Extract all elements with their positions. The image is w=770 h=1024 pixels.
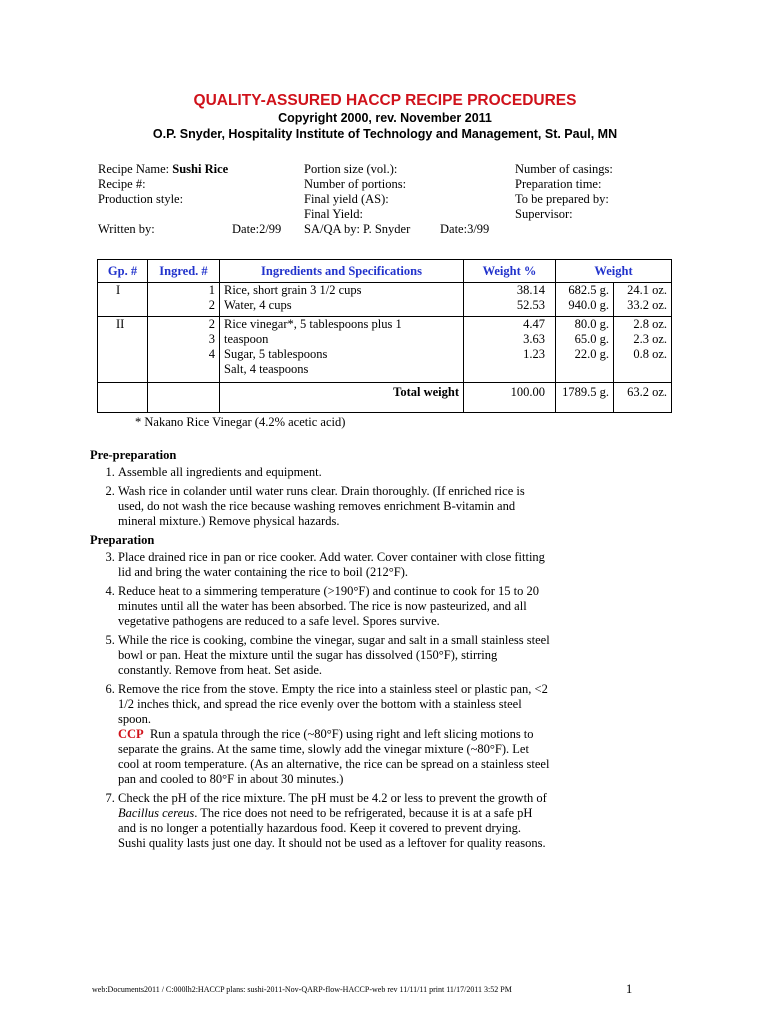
ingredient-spec: teaspoon — [224, 332, 269, 346]
ingredient-number: 2 — [208, 298, 215, 312]
weight-percents — [464, 317, 556, 383]
weight-gram: 22.0 g. — [574, 347, 609, 361]
recipe-number-label: Recipe #: — [98, 177, 146, 191]
ingredient-numbers — [148, 283, 220, 317]
pre-preparation-steps — [90, 465, 550, 529]
institute-line: O.P. Snyder, Hospitality Institute of Technology and Management, St. Paul, MN — [152, 127, 618, 141]
ingredient-specs — [220, 317, 464, 383]
total-grams: 1789.5 g. — [556, 383, 614, 413]
step-5: 5. While the rice is cooking, combine the vinegar, sugar and salt in a small stainless steel bowl or pan. Heat the mixture until the sugar has dissolved (150°F), stirring constantly. Remove from heat. Set aside. — [118, 633, 550, 678]
ccp-label: CCP — [118, 727, 144, 741]
prepared-by-label: To be prepared by: — [515, 192, 609, 206]
weight-percent: 52.53 — [516, 298, 545, 312]
step-2: 2. Wash rice in colander until water runs clear. Drain thoroughly. (If enriched rice is used, do not wash the rice because washing removes enrichment B-vitamin and mineral mixture.) Remove physical hazards. — [118, 484, 550, 529]
sa-qa-by: SA/QA by: P. Snyder — [304, 222, 411, 236]
final-yield-label: Final Yield: — [304, 207, 363, 221]
step-1: 1. Assemble all ingredients and equipment. — [118, 465, 550, 480]
ingredient-spec: Water, 4 cups — [224, 298, 292, 312]
meta-column-1 — [98, 162, 228, 237]
ingredient-spec: Salt, 4 teaspoons — [224, 362, 309, 376]
ingredients-table — [97, 259, 672, 413]
total-percent: 100.00 — [464, 383, 556, 413]
number-of-portions-label: Number of portions: — [304, 177, 407, 191]
step-7-organism: Bacillus cereus — [118, 806, 195, 820]
group-id: I — [98, 283, 148, 317]
weight-ounces — [614, 317, 672, 383]
page-number: 1 — [626, 982, 633, 996]
recipe-name-label: Recipe Name: — [98, 162, 170, 176]
pre-preparation-heading: Pre-preparation — [90, 448, 177, 462]
weight-gram: 682.5 g. — [568, 283, 609, 297]
weight-ounce: 2.3 oz. — [633, 332, 668, 346]
date-written: Date:2/99 — [232, 222, 282, 236]
step-4: 4. Reduce heat to a simmering temperature (>190°F) and continue to cook for 15 to 20 minutes until all the water has been absorbed. The rice is now pasteurized, and all vegetative pathogens are reduced to a safe level. Spores survive. — [118, 584, 550, 629]
table-total-row — [98, 383, 672, 413]
production-style-label: Production style: — [98, 192, 184, 206]
procedure-text — [90, 444, 550, 855]
step-3: 3. Place drained rice in pan or rice cooker. Add water. Cover container with close fitting lid and bring the water containing the rice to boil (212°F). — [118, 550, 550, 580]
ingredient-specs — [220, 283, 464, 317]
ingredient-spec: Rice vinegar*, 5 tablespoons plus 1 — [224, 317, 402, 331]
step-7-text-a: Check the pH of the rice mixture. The pH must be 4.2 or less to prevent the growth of — [118, 791, 547, 805]
weight-gram: 80.0 g. — [574, 317, 609, 331]
preparation-heading: Preparation — [90, 533, 155, 547]
weight-percent: 38.14 — [516, 283, 545, 297]
vinegar-footnote: * Nakano Rice Vinegar (4.2% acetic acid) — [135, 415, 346, 429]
group-id: II — [98, 317, 148, 383]
step-7 — [118, 791, 550, 851]
ccp-text: Run a spatula through the rice (~80°F) using right and left slicing motions to separate the grains. At the same time, slowly add the vinegar mixture (~80°F). Let cool at room temperature. (As an alternative, the rice can be spread on a stainless steel pan and cooled to 80°F in about 30 minutes.) — [118, 727, 550, 786]
weight-ounces — [614, 283, 672, 317]
header-group-number: Gp. # — [98, 260, 148, 283]
copyright-line: Copyright 2000, rev. November 2011 — [278, 111, 492, 125]
header-weight-percent: Weight % — [464, 260, 556, 283]
number-of-casings-label: Number of casings: — [515, 162, 613, 176]
document-title: QUALITY-ASSURED HACCP RECIPE PROCEDURES — [193, 92, 577, 109]
date-qa: Date:3/99 — [440, 222, 490, 236]
weight-percent: 1.23 — [523, 347, 545, 361]
ingredient-spec: Rice, short grain 3 1/2 cups — [224, 283, 362, 297]
ingredient-number: 1 — [208, 283, 215, 297]
header-weight: Weight — [556, 260, 672, 283]
preparation-time-label: Preparation time: — [515, 177, 602, 191]
table-row — [98, 317, 672, 383]
weight-ounce: 33.2 oz. — [627, 298, 668, 312]
step-6 — [118, 682, 550, 787]
footer-path: web:Documents2011 / C:000lh2:HACCP plans: sushi-2011-Nov-QARP-flow-HACCP-web rev 11/11/11 print 11/17/2011 3:52 PM — [92, 985, 512, 994]
meta-column-3 — [515, 162, 613, 222]
table-header-row — [98, 260, 672, 283]
total-weight-label: Total weight — [220, 383, 464, 413]
step-6-text: Remove the rice from the stove. Empty the rice into a stainless steel or plastic pan, <2 1/2 inches thick, and spread the rice evenly over the bottom with a stainless steel spoon. — [118, 682, 548, 726]
weight-gram: 65.0 g. — [574, 332, 609, 346]
final-yield-as-label: Final yield (AS): — [304, 192, 389, 206]
table-row — [98, 283, 672, 317]
weight-percent: 4.47 — [523, 317, 545, 331]
weight-ounce: 24.1 oz. — [627, 283, 668, 297]
ingredient-number: 4 — [208, 347, 215, 361]
weight-percents — [464, 283, 556, 317]
weight-percent: 3.63 — [523, 332, 545, 346]
recipe-name-value: Sushi Rice — [172, 162, 229, 176]
ingredient-numbers — [148, 317, 220, 383]
total-ounces: 63.2 oz. — [614, 383, 672, 413]
preparation-steps — [90, 550, 550, 851]
ingredient-number: 3 — [208, 332, 215, 346]
written-by-label: Written by: — [98, 222, 155, 236]
weight-grams — [556, 317, 614, 383]
supervisor-label: Supervisor: — [515, 207, 573, 221]
ingredient-spec: Sugar, 5 tablespoons — [224, 347, 328, 361]
weight-grams — [556, 283, 614, 317]
meta-column-2 — [304, 162, 410, 237]
weight-ounce: 0.8 oz. — [633, 347, 668, 361]
header-ingredient-number: Ingred. # — [148, 260, 220, 283]
step-7-text-b: . The rice does not need to be refrigerated, because it is at a safe pH and is no longer a potentially hazardous food. Keep it covered to prevent drying. Sushi quality lasts just one day. It should not be used as a leftover for quality reasons. — [118, 806, 546, 850]
weight-ounce: 2.8 oz. — [633, 317, 668, 331]
ingredient-number: 2 — [208, 317, 215, 331]
portion-size-label: Portion size (vol.): — [304, 162, 398, 176]
header-ingredients: Ingredients and Specifications — [220, 260, 464, 283]
weight-gram: 940.0 g. — [568, 298, 609, 312]
